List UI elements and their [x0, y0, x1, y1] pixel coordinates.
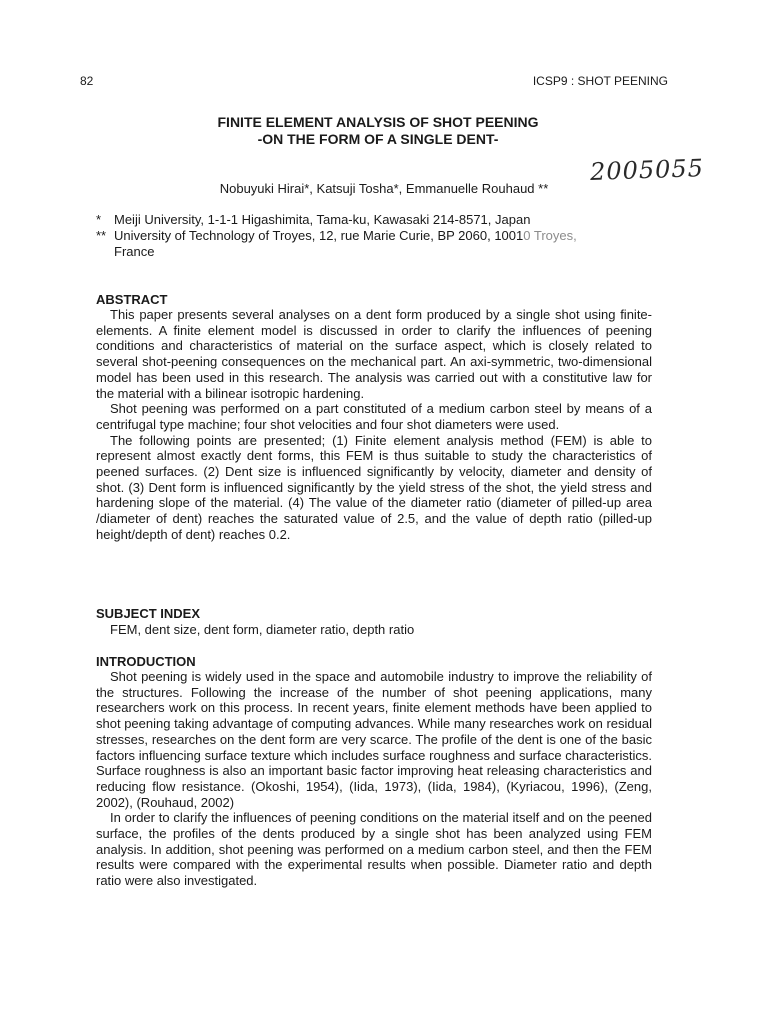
introduction-body	[96, 669, 652, 889]
abstract-heading: ABSTRACT	[96, 292, 168, 307]
affiliation-country: France	[114, 244, 155, 259]
affiliation-text-2-faded: 0 Troyes,	[523, 228, 577, 243]
affiliations	[96, 212, 676, 260]
introduction-paragraph-2: In order to clarify the influences of peening conditions on the material itself and on the peened surface, the profiles of the dents produced by a single shot has been analyzed using FEM analysis. In addition, shot peening was performed on a medium carbon steel, and then the FEM results were compared with the experimental results when possible. Diameter ratio and depth ratio were also investigated.	[96, 810, 652, 889]
handwritten-note: 2005055	[589, 154, 705, 186]
subject-index-text: FEM, dent size, dent form, diameter ratio, depth ratio	[110, 622, 415, 637]
subject-index-heading: SUBJECT INDEX	[96, 606, 201, 621]
introduction-heading: INTRODUCTION	[96, 654, 196, 669]
affiliation-2	[96, 228, 676, 244]
page-number: 82	[80, 74, 94, 88]
abstract-paragraph-2: Shot peening was performed on a part constituted of a medium carbon steel by means of a centrifugal type machine; four shot velocities and four shot diameters were used.	[96, 401, 652, 432]
abstract-body	[96, 307, 652, 543]
introduction-paragraph-1: Shot peening is widely used in the space and automobile industry to improve the reliability of the structures. Following the increase of the number of shot peening applications, many researchers work on this process. In recent years, finite element methods have been applied to shot peening taking advantage of computing advances. While many researches work on residual stresses, researches on the dent form are very scarce. The profile of the dent is one of the basic factors influencing surface texture which includes surface roughness and surface characteristics. Surface roughness is also an important basic factor improving heat releasing characteristics and reducing flow resistance. (Okoshi, 1954), (Iida, 1973), (Iida, 1984), (Kyriacou, 1996), (Zeng, 2002), (Rouhaud, 2002)	[96, 669, 652, 810]
affiliation-text-1: Meiji University, 1-1-1 Higashimita, Tama-ku, Kawasaki 214-8571, Japan	[114, 212, 531, 227]
affiliation-1	[96, 212, 676, 228]
affiliation-mark-1: *	[96, 212, 102, 227]
abstract-paragraph-3: The following points are presented; (1) Finite element analysis method (FEM) is able to represent almost exactly dent forms, this FEM is thus suitable to study the characteristics of peened surfaces. (2) Dent size is influenced significantly by velocity, diameter and density of shot. (3) Dent form is influenced significantly by the yield stress of the shot, the yield stress and hardening slope of the material. (4) The value of the diameter ratio (diameter of pilled-up area /diameter of dent) reaches the saturated value of 2.5, and the value of depth ratio (pilled-up height/depth of dent) reaches 0.2.	[96, 432, 652, 542]
affiliation-mark-2: **	[96, 228, 107, 243]
abstract-paragraph-1: This paper presents several analyses on a dent form produced by a single shot using finite-elements. A finite element model is discussed in order to clarify the influences of peening conditions and characteristics of material on the surface aspect, which is closely related to several shot-peening consequences on the mechanical part. An axi-symmetric, two-dimensional model has been used in this research. The analysis was carried out with a constitutive law for the material with a bilinear isotropic hardening.	[96, 307, 652, 401]
affiliation-text-2: University of Technology of Troyes, 12, rue Marie Curie, BP 2060, 1001	[114, 228, 524, 243]
paper-title	[0, 114, 768, 148]
authors: Nobuyuki Hirai*, Katsuji Tosha*, Emmanuelle Rouhaud **	[219, 181, 549, 196]
running-title: ICSP9 : SHOT PEENING	[532, 74, 668, 88]
title-line-1: FINITE ELEMENT ANALYSIS OF SHOT PEENING	[217, 114, 539, 130]
title-line-2: -ON THE FORM OF A SINGLE DENT-	[257, 131, 499, 147]
